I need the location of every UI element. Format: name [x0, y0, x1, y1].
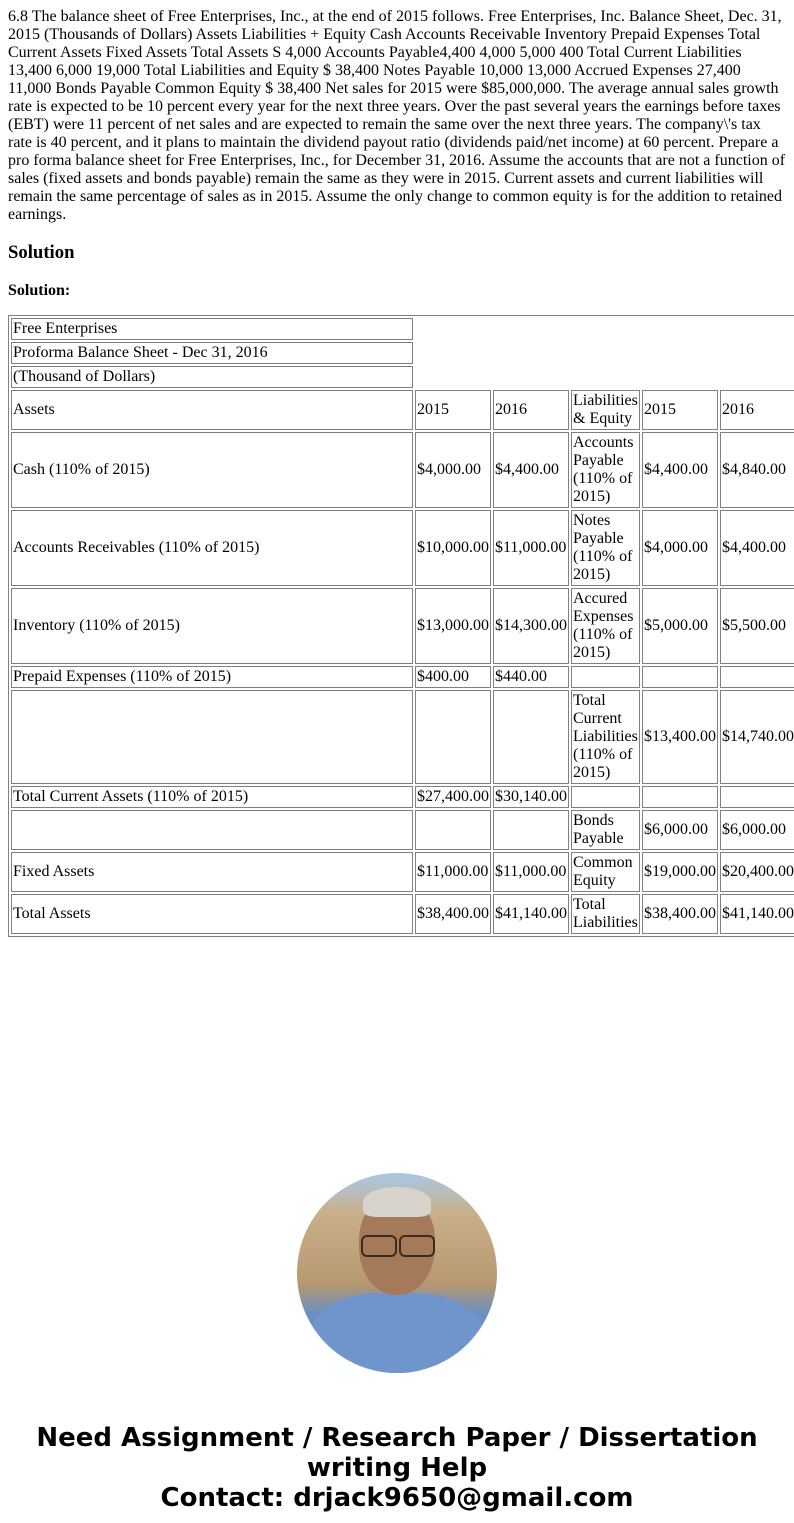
- header-cell: 2016: [720, 390, 794, 430]
- table-cell: [571, 786, 640, 808]
- table-cell: $27,400.00: [415, 786, 491, 808]
- table-cell: [11, 690, 413, 784]
- table-cell: [642, 786, 718, 808]
- table-row: [11, 666, 794, 688]
- table-cell: $38,400.00: [642, 894, 718, 934]
- table-cell: Accured Expenses (110% of 2015): [571, 588, 640, 664]
- glasses-icon: [357, 1235, 437, 1255]
- table-cell: Total Liabilities: [571, 894, 640, 934]
- header-cell: 2015: [642, 390, 718, 430]
- header-cell: 2015: [415, 390, 491, 430]
- table-cell: $4,400.00: [720, 510, 794, 586]
- table-row: [11, 786, 794, 808]
- table-cell: Common Equity: [571, 852, 640, 892]
- proforma-balance-sheet-table: [8, 315, 794, 937]
- title-cell: (Thousand of Dollars): [11, 366, 413, 388]
- title-cell: Free Enterprises: [11, 318, 413, 340]
- table-cell: Total Current Assets (110% of 2015): [11, 786, 413, 808]
- table-cell: Total Current Liabilities (110% of 2015): [571, 690, 640, 784]
- table-cell: [415, 690, 491, 784]
- table-cell: $4,840.00: [720, 432, 794, 508]
- title-row: [11, 342, 794, 364]
- spacer-cell: [415, 318, 794, 340]
- table-row: [11, 894, 794, 934]
- table-cell: Notes Payable (110% of 2015): [571, 510, 640, 586]
- table-cell: [642, 666, 718, 688]
- table-cell: [11, 810, 413, 850]
- table-cell: $11,000.00: [493, 510, 569, 586]
- table-cell: $13,400.00: [642, 690, 718, 784]
- table-cell: Total Assets: [11, 894, 413, 934]
- table-cell: $4,000.00: [642, 510, 718, 586]
- table-cell: $19,000.00: [642, 852, 718, 892]
- table-cell: Accounts Payable (110% of 2015): [571, 432, 640, 508]
- header-cell: Liabilities & Equity: [571, 390, 640, 430]
- table-cell: $41,140.00: [720, 894, 794, 934]
- table-cell: [493, 690, 569, 784]
- spacer-cell: [415, 366, 794, 388]
- table-cell: $41,140.00: [493, 894, 569, 934]
- table-cell: [720, 666, 794, 688]
- title-row: [11, 366, 794, 388]
- table-cell: $14,300.00: [493, 588, 569, 664]
- table-cell: $20,400.00: [720, 852, 794, 892]
- table-cell: $11,000.00: [493, 852, 569, 892]
- table-cell: $6,000.00: [642, 810, 718, 850]
- help-text: Need Assignment / Research Paper / Dissertation writing Help: [36, 1423, 758, 1483]
- table-row: [11, 432, 794, 508]
- solution-label: Solution:: [8, 282, 71, 299]
- table-cell: $5,000.00: [642, 588, 718, 664]
- table-cell: $6,000.00: [720, 810, 794, 850]
- header-cell: Assets: [11, 390, 413, 430]
- table-cell: $13,000.00: [415, 588, 491, 664]
- table-cell: $400.00: [415, 666, 491, 688]
- table-row: [11, 852, 794, 892]
- table-cell: $11,000.00: [415, 852, 491, 892]
- table-cell: Cash (110% of 2015): [11, 432, 413, 508]
- spacer-cell: [415, 342, 794, 364]
- author-avatar: [297, 1173, 497, 1373]
- table-cell: Fixed Assets: [11, 852, 413, 892]
- title-row: [11, 318, 794, 340]
- contact-email: Contact: drjack9650@gmail.com: [160, 1483, 634, 1513]
- contact-footer: [8, 1423, 786, 1513]
- title-cell: Proforma Balance Sheet - Dec 31, 2016: [11, 342, 413, 364]
- table-cell: $10,000.00: [415, 510, 491, 586]
- table-cell: [720, 786, 794, 808]
- table-cell: [493, 810, 569, 850]
- table-cell: $30,140.00: [493, 786, 569, 808]
- table-cell: Accounts Receivables (110% of 2015): [11, 510, 413, 586]
- table-cell: $5,500.00: [720, 588, 794, 664]
- table-row: [11, 810, 794, 850]
- table-cell: Bonds Payable: [571, 810, 640, 850]
- table-cell: $440.00: [493, 666, 569, 688]
- table-cell: $4,400.00: [642, 432, 718, 508]
- table-row: [11, 690, 794, 784]
- table-cell: Prepaid Expenses (110% of 2015): [11, 666, 413, 688]
- table-cell: $4,400.00: [493, 432, 569, 508]
- table-cell: [571, 666, 640, 688]
- table-cell: $38,400.00: [415, 894, 491, 934]
- table-cell: $14,740.00: [720, 690, 794, 784]
- table-cell: $4,000.00: [415, 432, 491, 508]
- table-cell: [415, 810, 491, 850]
- header-cell: 2016: [493, 390, 569, 430]
- table-row: [11, 588, 794, 664]
- solution-heading: Solution: [8, 242, 75, 263]
- header-row: [11, 390, 794, 430]
- question-text: 6.8 The balance sheet of Free Enterprises, Inc., at the end of 2015 follows. Free Enterprises, Inc. Balance Sheet, Dec. 31, 2015 (Thousands of Dollars) Assets Liabilities + Equity Cash Accounts Receivable Inventory Prepaid Expenses Total Current Assets Fixed Assets Total Assets S 4,000 Accounts Payable4,400 4,000 5,000 400 Total Current Liabilities 13,400 6,000 19,000 Total Liabilities and Equity $ 38,400 Notes Payable 10,000 13,000 Accrued Expenses 27,400 11,000 Bonds Payable Common Equity $ 38,400 Net sales for 2015 were $85,000,000. The average annual sales growth rate is expected to be 10 percent every year for the next three years. Over the past several years the earnings before taxes (EBT) were 11 percent of net sales and are expected to remain the same over the next three years. The company\'s tax rate is 40 percent, and it plans to maintain the dividend payout ratio (dividends paid/net income) at 60 percent. Prepare a pro forma balance sheet for Free Enterprises, Inc., for December 31, 2016. Assume the accounts that are not a function of sales (fixed assets and bonds payable) remain the same as they were in 2015. Current assets and current liabilities will remain the same percentage of sales as in 2015. Assume the only change to common equity is for the addition to retained earnings.: [8, 8, 786, 223]
- table-cell: Inventory (110% of 2015): [11, 588, 413, 664]
- table-row: [11, 510, 794, 586]
